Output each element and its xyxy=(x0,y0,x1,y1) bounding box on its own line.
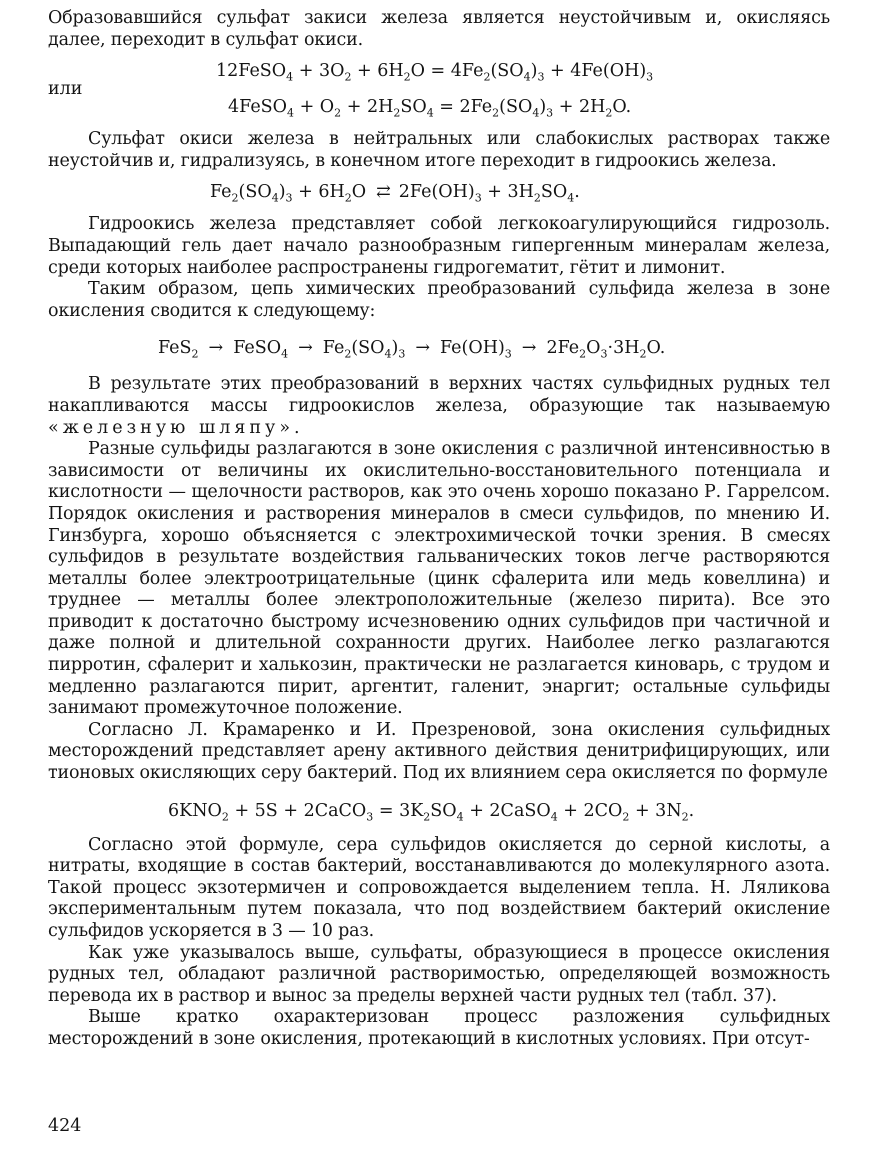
connector-or: или xyxy=(48,79,83,100)
iron-hat-term: «железную шляпу». xyxy=(48,417,304,438)
paragraph-8: Согласно этой формуле, сера сульфидов окисляется до серной кислоты, а нитраты, входящие в состав бактерий, восстанавливаются до молекулярного азота. Такой процесс экзотермичен и сопровождается выделением тепла. Н. Ляликова экспериментальным путем показала, что под воздействием бактерий окисление сульфидов ускоряется в 3 — 10 раз. xyxy=(48,834,830,941)
equilibrium-arrow-icon: ⇄ xyxy=(376,182,389,203)
paragraph-5: В результате этих преобразований в верхних частях сульфидных рудных тел накапливаются массы гидроокислов железа, образующие так называемую «железную шляпу». xyxy=(48,374,830,438)
document-page xyxy=(48,8,830,1051)
formula-5: $6KNO_2 + 5S$ + 2CaCO$_3$ = $3K_2SO_4$ + 2CaSO$_4$ + $2CO_2 + 3N_2$. xyxy=(168,800,695,824)
paragraph-1: Образовавшийся сульфат закиси железа является неустойчивым и, окисляясь далее, переходит в сульфат окиси. xyxy=(48,8,830,50)
paragraph-10: Выше кратко охарактеризован процесс разложения сульфидных месторождений в зоне окисления, протекающий в кислотных условиях. При отсут- xyxy=(48,1007,830,1049)
paragraph-2: Сульфат окиси железа в нейтральных или слабокислых растворах также неустойчив и, гидрализуясь, в конечном итоге переходит в гидроокись железа. xyxy=(48,129,830,171)
arrow-icon: → xyxy=(521,338,537,359)
page-number: 424 xyxy=(48,1116,82,1136)
paragraph-4: Таким образом, цепь химических преобразований сульфида железа в зоне окисления сводится к следующему: xyxy=(48,279,830,321)
arrow-icon: → xyxy=(415,338,430,359)
paragraph-3: Гидроокись железа представляет собой легкокоагулирующийся гидрозоль. Выпадающий гель дает начало разнообразным гипергенным минералам железа, среди которых наиболее распространены гидрогематит, гётит и лимонит. xyxy=(48,214,830,278)
arrow-icon: → xyxy=(298,338,313,359)
paragraph-9: Как уже указывалось выше, сульфаты, образующиеся в процессе окисления рудных тел, обладают различной растворимостью, определяющей возможность перевода их в раствор и вынос за пределы верхней части рудных тел (табл. 37). xyxy=(48,942,830,1006)
arrow-icon: → xyxy=(208,338,224,359)
formula-2: 4FeSO$_4$ + $O_2 + 2H_2SO_4 = 2Fe_2(SO_4)_3 + 2H_2O$. xyxy=(228,97,632,120)
paragraph-6: Разные сульфиды разлагаются в зоне окисления с различной интенсивностью в зависимости от величины их окислительно-восстановительного потенциала и кислотности — щелочности растворов, как это очень хорошо показано Р. Гаррелсом. Порядок окисления и растворения минералов в смеси сульфидов, по мнению И. Гинзбурга, хорошо объясняется с электрохимической точки зрения. В смесях сульфидов в результате воздействия гальванических токов легче растворяются металлы более электроотрицательные (цинк сфалерита или медь ковеллина) и труднее — металлы более электроположительные (железо пирита). Все это приводит к достаточно быстрому исчезновению одних сульфидов при частичной и даже полной и длительной сохранности других. Наиболее легко разлагаются пирротин, сфалерит и халькозин, практически не разлагается киноварь, с трудом и медленно разлагаются пирит, аргентит, галенит, энаргит; остальные сульфиды занимают промежуточное положение. xyxy=(48,439,830,719)
paragraph-7: Согласно Л. Крамаренко и И. Презреновой, зона окисления сульфидных месторождений представляет арену активного действия денитрифицирующих, или тионовых окисляющих серу бактерий. Под их влиянием сера окисляется по формуле xyxy=(48,719,830,784)
formula-3: $Fe_2(SO_4)_3 + 6H_2O$ ⇄ $2Fe(OH)_3 + 3H_2SO_4$. xyxy=(210,182,580,205)
formula-4-chain: FeS$_2$ → FeSO$_4$ → $Fe_2(SO_4)_3 \to Fe(OH)_3 \to 2Fe_2O_3\cdot 3H_2O$. xyxy=(158,338,666,361)
formula-1: 12FeSO$_4$ + $3O_2 + 6H_2O = 4Fe_2(SO_4)_3 + 4Fe(OH)_3$ xyxy=(216,61,654,84)
